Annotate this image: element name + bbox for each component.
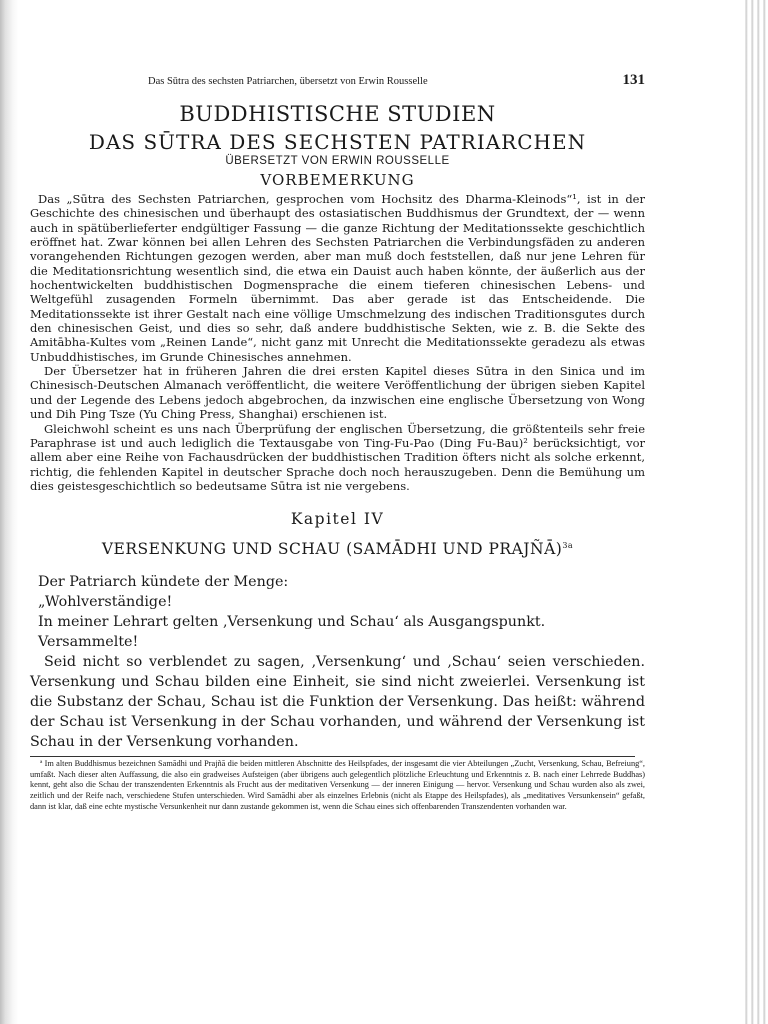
preface-paragraph: Das „Sūtra des Sechsten Patriarchen, gesprochen vom Hochsitz des Dharma-Kleinods“¹, ist in der Geschichte des chinesischen und überhaupt des ostasiatischen Buddhismus der Grundtext, der — wenn auch in spätüberlieferter endgültiger Fassung — die ganze Richtung der Meditationssekte geschichtlich eröffnet hat. Zwar können bei allen Lehren des Sechsten Patriarchen die Verbindungsfäden zu anderen vorangehenden Richtungen gezogen werden, aber man muß doch feststellen, daß nur jene Lehren für die Meditationsrichtung wesentlich sind, die etwa ein Dauist auch haben könnte, der äußerlich aus der hochentwickelten buddhistischen Dogmensprache die einem tieferen chinesischen Lebens- und Weltgefühl zusagenden Formeln übernimmt. Das aber gerade ist das Entscheidende. Die Meditationssekte ist ihrer Gestalt nach eine völlige Umschmelzung des indischen Traditionsgutes durch den chinesischen Geist, und dies so sehr, daß andere buddhistische Sekten, wie z. B. die Sekte des Amitābha-Kultes vom „Reinen Lande“, nicht ganz mit Unrecht die Meditationssekte geradezu als etwas Unbuddhistisches, im Grunde Chinesisches annehmen. [30, 192, 645, 364]
footnote-marker: 3a [562, 541, 574, 551]
chapter-text [30, 572, 645, 752]
page-number: 131 [622, 72, 645, 88]
running-head [30, 70, 645, 90]
body-line: Der Patriarch kündete der Menge: [38, 574, 289, 591]
body-line: In meiner Lehrart gelten ‚Versenkung und Schau‘ als Ausgangspunkt. [38, 614, 546, 631]
chapter-label: Kapitel IV [290, 510, 385, 529]
translator-line: ÜBERSETZT VON ERWIN ROUSSELLE [225, 155, 450, 167]
chapter-title-text: VERSENKUNG UND SCHAU (SAMĀDHI UND PRAJÑĀ) [101, 540, 563, 559]
scan-left-edge-shadow [0, 0, 18, 1024]
chapter-title [30, 540, 645, 558]
footnote-rule [30, 756, 635, 757]
preface-paragraph: Der Übersetzer hat in früheren Jahren die drei ersten Kapitel dieses Sūtra in den Sinica und im Chinesisch-Deutschen Almanach veröffentlicht, die weitere Veröffentlichung der übrigen sieben Kapitel und der Legende des Lebens jedoch abgebrochen, da inzwischen eine englische Übersetzung von Wong und Dih Ping Tsze (Yu Ching Press, Shanghai) erschienen ist. [30, 364, 645, 422]
body-paragraph: Seid nicht so verblendet zu sagen, ‚Versenkung‘ und ‚Schau‘ seien verschieden. Versenkung und Schau bilden eine Einheit, sie sind nicht zweierlei. Versenkung ist die Substanz der Schau, Schau ist die Funktion der Versenkung. Das heißt: während der Schau ist Versenkung in der Schau vorhanden, und während der Versenkung ist Schau in der Versenkung vorhanden. [30, 654, 645, 751]
footnote: ª Im alten Buddhismus bezeichnen Samādhi und Prajñā die beiden mittleren Abschnitte des Heilspfades, der insgesamt die vier Abteilungen „Zucht, Versenkung, Schau, Befreiung“, umfaßt. Nach dieser alten Auffassung, die also ein gradweises Aufsteigen (aber übrigens auch gelegentlich plötzliche Erleuchtung und Erkenntnis z. B. nach einer Lehrrede Buddhas) kennt, geht also die Schau der transzendenten Erkenntnis als Frucht aus der meditativen Versenkung — der inneren Einigung — hervor. Versenkung und Schau wurden also als zwei, zeitlich und der Reife nach, verschiedene Stufen unterschieden. Wird Samādhi aber als einzelnes Erlebnis (nicht als Etappe des Heilspfades), als „meditatives Versunkensein“ gefaßt, dann ist klar, daß eine echte mystische Versunkenheit nur dann zustande gekommen ist, wenn die Schau eines sich offenbarenden Transzendenten vorhanden war. [30, 759, 645, 811]
main-title: BUDDHISTISCHE STUDIEN [179, 102, 496, 126]
body-line: Versammelte! [38, 634, 139, 651]
body-line: „Wohlverständige! [38, 594, 173, 611]
running-head-text: Das Sūtra des sechsten Patriarchen, übersetzt von Erwin Rousselle [148, 76, 428, 87]
preface-paragraph: Gleichwohl scheint es uns nach Überprüfung der englischen Übersetzung, die größtenteils sehr freie Paraphrase ist und auch lediglich die Textausgabe von Ting-Fu-Pao (Ding Fu-Bau)² berücksichtigt, vor allem aber eine Reihe von Fachausdrücken der buddhistischen Tradition öfters nicht als solche erkennt, richtig, die fehlenden Kapitel in deutscher Sprache doch noch herauszugeben. Denn die Bemühung um dies geistesgeschichtlich so bedeutsame Sūtra ist nie vergebens. [30, 421, 645, 493]
preface-text [30, 192, 645, 493]
book-page [30, 70, 645, 812]
section-heading: VORBEMERKUNG [260, 171, 415, 189]
work-title: DAS SŪTRA DES SECHSTEN PATRIARCHEN [88, 130, 587, 154]
scan-right-edge-pages [742, 0, 768, 1024]
